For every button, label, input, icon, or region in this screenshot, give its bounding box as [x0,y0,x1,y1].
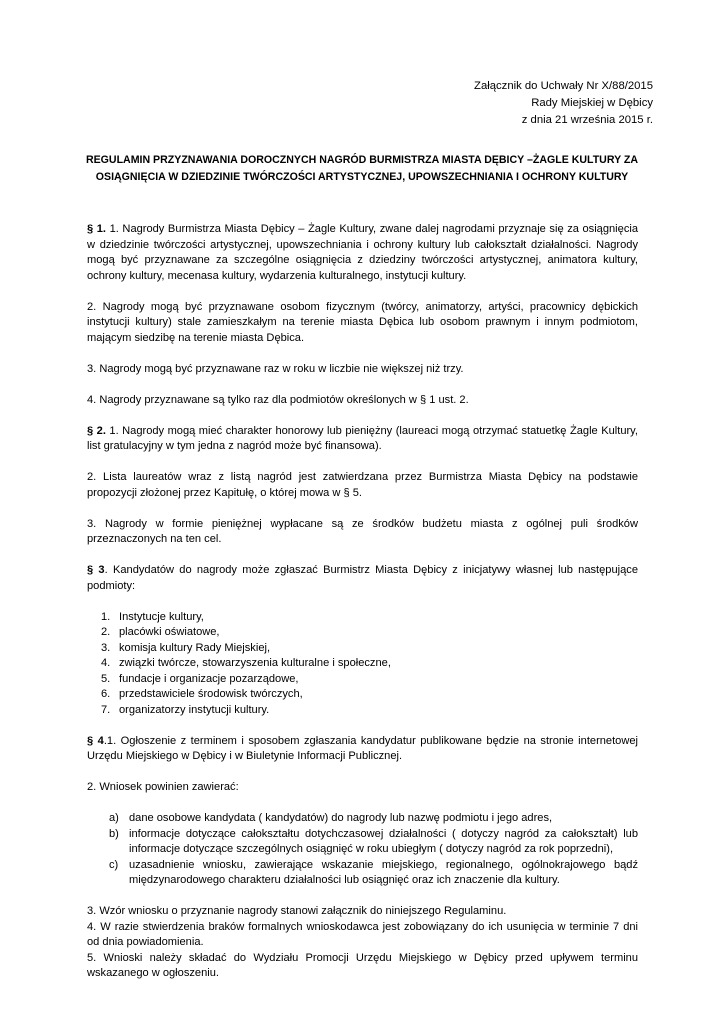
list-item: c) uzasadnienie wniosku, zawierające wskazanie miejskiego, regionalnego, ogólnokrajowego bądź międzynarodowego charakteru działalności lub osiągnięć oraz ich znaczenie dla kultury. [109,858,638,886]
list-item: 3. komisja kultury Rady Miejskiej, [101,641,271,654]
section-mark: § 4 [87,734,104,747]
section-4-paragraph-5: 5. Wnioski należy składać do Wydziału Promocji Urzędu Miejskiego w Dębicy przed upływem terminu wskazanego w ogłoszeniu. [87,951,638,979]
list-item: 7. organizatorzy instytucji kultury. [101,703,270,716]
header-line-2: Rady Miejskiej w Dębicy [531,97,653,109]
attachment-header [474,78,653,129]
list-item: 1. Instytucje kultury, [101,610,204,623]
section-2-paragraph-1: § 2. 1. Nagrody mogą mieć charakter honorowy lub pieniężny (laureaci mogą otrzymać statuetkę Żagle Kultury, list gratulacyjny w tym jedna z nagród może być finansowa). [87,424,638,452]
section-1-paragraph-1: § 1. 1. Nagrody Burmistrza Miasta Dębicy – Żagle Kultury, zwane dalej nagrodami przyznaje się za osiągnięcia w dziedzinie twórczości artystycznej, upowszechniania i ochrony kultury lub całokształt działalności. Nagrody mogą być przyznawane za szczególne osiągnięcia z dziedziny twórczości artystycznej, animatora kultury, ochrony kultury, mecenasa kultury, wydarzenia kulturalnego, instytucji kultury. [87,223,638,282]
header-line-1: Załącznik do Uchwały Nr X/88/2015 [474,80,653,92]
title-line-1: REGULAMIN PRZYZNAWANIA DOROCZNYCH NAGRÓD BURMISTRZA MIASTA DĘBICY –ŻAGLE KULTURY ZA [85,154,639,166]
list-item: 4. związki twórcze, stowarzyszenia kulturalne i społeczne, [101,657,391,669]
section-1-paragraph-4: 4. Nagrody przyznawane są tylko raz dla podmiotów określonych w § 1 ust. 2. [87,393,469,406]
section-mark: § 3 [87,564,105,576]
section-2-paragraph-2: 2. Lista laureatów wraz z listą nagród jest zatwierdzana przez Burmistrza Miasta Dębicy na podstawie propozycji złożonej przez Kapitułę, o której mowa w § 5. [87,471,638,499]
title-line-2: OSIĄGNIĘCIA W DZIEDZINIE TWÓRCZOŚCI ARTYSTYCZNEJ, UPOWSZECHNIANIA I OCHRONY KULTURY [95,171,629,183]
section-4-paragraph-2: 2. Wniosek powinien zawierać: [87,781,239,793]
section-3-paragraph-1: § 3. Kandydatów do nagrody może zgłaszać Burmistrz Miasta Dębicy z inicjatywy własnej lub następujące podmioty: [87,564,639,592]
list-item: 6. przedstawiciele środowisk twórczych, [101,688,303,700]
section-4-paragraph-3: 3. Wzór wniosku o przyznanie nagrody stanowi załącznik do niniejszego Regulaminu. [87,905,507,917]
list-item: 5. fundacje i organizacje pozarządowe, [101,672,299,685]
section-1-paragraph-2: 2. Nagrody mogą być przyznawane osobom fizycznym (twórcy, animatorzy, artyści, pracownicy dębickich instytucji kultury) stale zamieszkałym na terenie miasta Dębica lub osobom prawnym i innym podmiotom, mającym siedzibę na terenie miasta Dębica. [87,300,638,344]
list-item: b) informacje dotyczące całokształtu dotychczasowej działalności ( dotyczy nagród za całokształt) lub informacje dotyczące szczególnych osiągnięć w roku ubiegłym ( dotyczy nagród za rok poprzedni), [109,827,638,855]
section-4-paragraph-4: 4. W razie stwierdzenia braków formalnych wnioskodawca jest zobowiązany do ich usunięcia w terminie 7 dni od dnia powiadomienia. [87,920,638,948]
section-4-paragraph-1: § 4.1. Ogłoszenie z terminem i sposobem zgłaszania kandydatur publikowane będzie na stronie internetowej Urzędu Miejskiego w Dębicy i w Biuletynie Informacji Publicznej. [87,734,638,762]
header-line-3: z dnia 21 września 2015 r. [521,114,653,126]
section-2-paragraph-3: 3. Nagrody w formie pieniężnej wypłacane są ze środków budżetu miasta z ogólnej puli środków przeznaczonych na ten cel. [87,517,638,545]
section-1-paragraph-3: 3. Nagrody mogą być przyznawane raz w roku w liczbie nie większej niż trzy. [87,362,464,375]
section-mark: § 2. [87,424,106,437]
list-item: a) dane osobowe kandydata ( kandydatów) do nagrody lub nazwę podmiotu i jego adres, [109,812,553,824]
nominating-entities-list [87,610,638,719]
section-mark: § 1. [87,223,107,235]
document-body [87,222,638,982]
list-item: 2. placówki oświatowe, [101,626,220,638]
document-title [60,152,664,186]
application-contents-list [87,811,638,889]
